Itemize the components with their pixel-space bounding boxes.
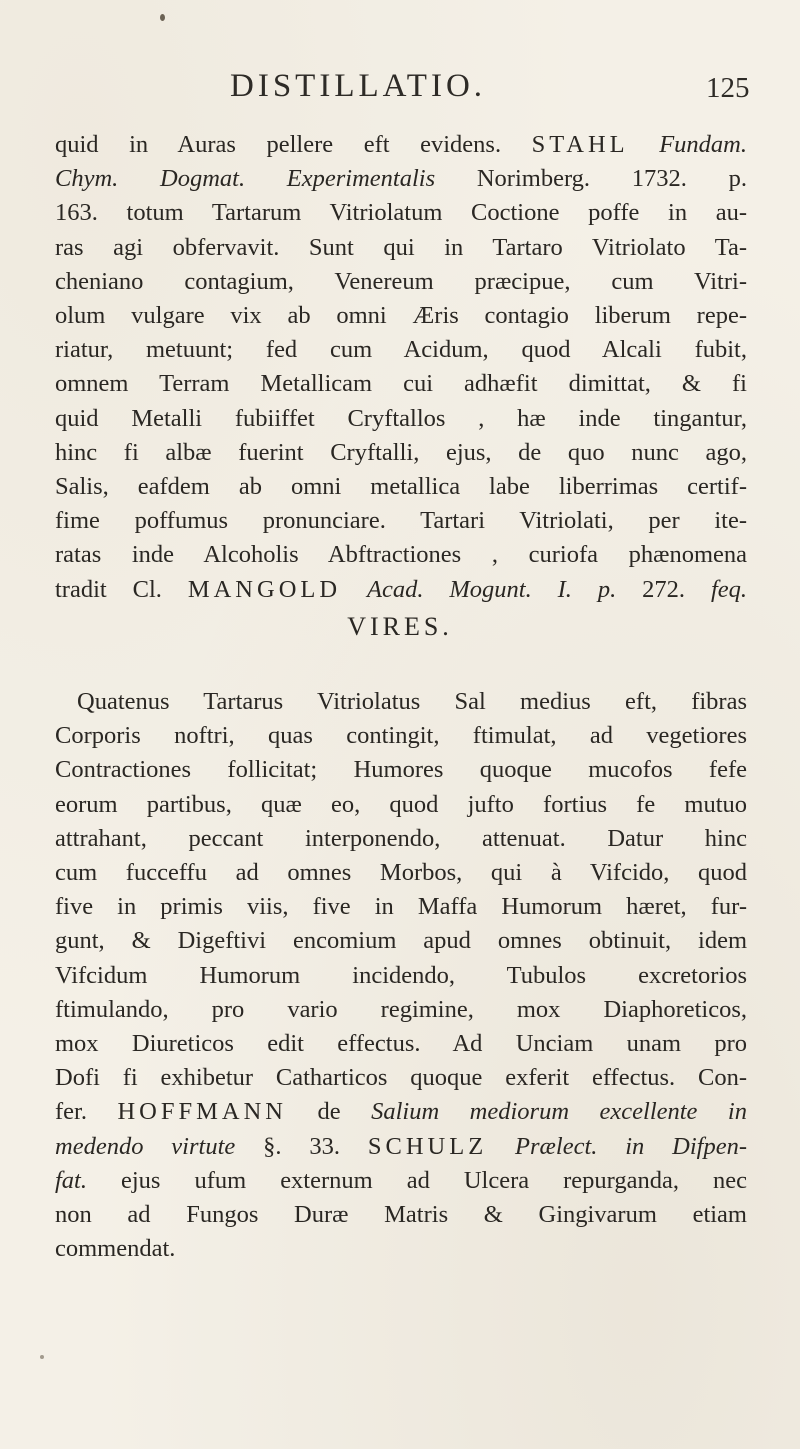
text-line: eorum partibus, quæ eo, quod jufto fortius fe mutuo xyxy=(55,790,747,818)
text-line: hinc fi albæ fuerint Cryftalli, ejus, de quo nunc ago, xyxy=(55,438,747,466)
text-line: Chym. Dogmat. Experimentalis Norimberg. 1732. p. xyxy=(55,165,747,193)
page-number: 125 xyxy=(706,72,750,104)
running-title: DISTILLATIO. xyxy=(230,68,487,104)
text-line: cum fucceffu ad omnes Morbos, qui à Vifcido, quod xyxy=(55,859,747,887)
text-line: medendo virtute §. 33. SCHULZ Prælect. in Difpen- xyxy=(55,1132,748,1160)
text-line: fime poffumus pronunciare. Tartari Vitriolati, per ite- xyxy=(55,507,747,535)
text-line: fer. HOFFMANN de Salium mediorum excellente in xyxy=(55,1098,747,1126)
text-line: commendat. xyxy=(55,1235,176,1263)
text-line: Corporis noftri, quas contingit, ftimulat, ad vegetiores xyxy=(55,722,747,750)
text-line: Salis, eafdem ab omni metallica labe liberrimas certif- xyxy=(55,473,747,501)
ink-speck xyxy=(40,1355,44,1359)
text-line: ftimulando, pro vario regimine, mox Diaphoreticos, xyxy=(55,995,747,1023)
text-line: ras agi obfervavit. Sunt qui in Tartaro Vitriolato Ta- xyxy=(55,233,747,261)
text-line: Contractiones follicitat; Humores quoque mucofos fefe xyxy=(55,756,747,784)
text-line: fat. ejus ufum externum ad Ulcera repurganda, nec xyxy=(55,1166,747,1194)
paragraph-1 xyxy=(55,128,747,607)
text-line: tradit Cl. MANGOLD Acad. Mogunt. I. p. 272. feq. xyxy=(55,575,748,603)
text-line: Quatenus Tartarus Vitriolatus Sal medius eft, fibras xyxy=(77,688,747,715)
text-line: quid in Auras pellere eft evidens. STAHL Fundam. xyxy=(55,131,747,158)
text-line: 163. totum Tartarum Vitriolatum Coctione poffe in au- xyxy=(55,199,747,227)
paragraph-2 xyxy=(55,685,747,1266)
text-line: cheniano contagium, Venereum præcipue, cum Vitri- xyxy=(55,267,747,295)
text-line: mox Diureticos edit effectus. Ad Unciam unam pro xyxy=(55,1030,747,1058)
text-line: Vifcidum Humorum incidendo, Tubulos excretorios xyxy=(55,961,747,989)
text-line: riatur, metuunt; fed cum Acidum, quod Alcali fubit, xyxy=(55,336,747,364)
text-line: non ad Fungos Duræ Matris & Gingivarum etiam xyxy=(55,1201,747,1229)
text-line: five in primis viis, five in Maffa Humorum hæret, fur- xyxy=(55,893,747,921)
text-line: quid Metalli fubiiffet Cryftallos , hæ inde tingantur, xyxy=(55,404,747,432)
text-line: olum vulgare vix ab omni Æris contagio liberum repe- xyxy=(55,302,747,330)
section-heading: VIRES. xyxy=(347,612,453,641)
page-header xyxy=(0,68,800,108)
text-line: omnem Terram Metallicam cui adhæfit dimittat, & fi xyxy=(55,370,747,398)
text-line: attrahant, peccant interponendo, attenuat. Datur hinc xyxy=(55,824,747,852)
text-line: gunt, & Digeftivi encomium apud omnes obtinuit, idem xyxy=(55,927,747,955)
ink-speck xyxy=(160,14,165,21)
text-line: Dofi fi exhibetur Catharticos quoque exferit effectus. Con- xyxy=(55,1064,747,1092)
text-line: ratas inde Alcoholis Abftractiones , curiofa phænomena xyxy=(55,541,747,569)
